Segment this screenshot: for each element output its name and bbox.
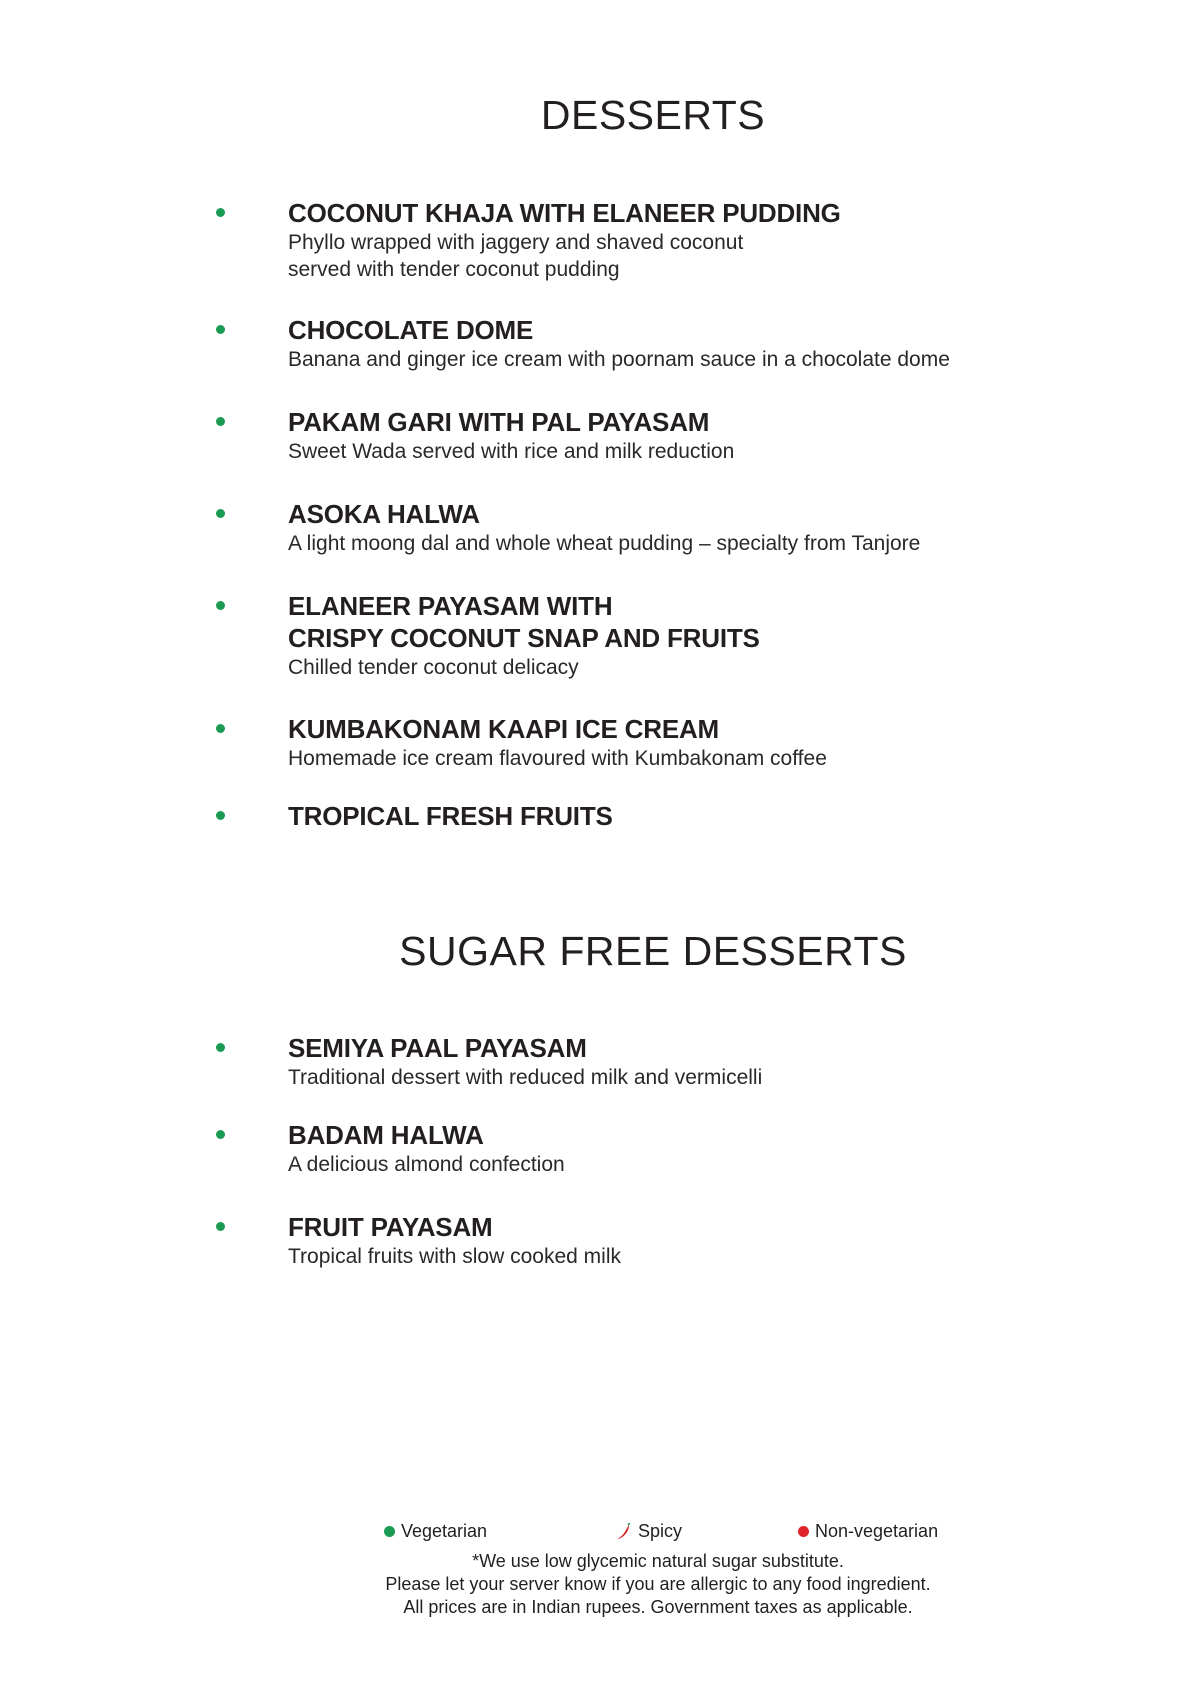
legend-label: Spicy: [638, 1521, 683, 1541]
legend-vegetarian: [384, 1521, 487, 1542]
footer-note-prices: All prices are in Indian rupees. Government taxes as applicable.: [403, 1597, 913, 1617]
vegetarian-dot-icon: [216, 601, 225, 610]
vegetarian-dot-icon: [216, 509, 225, 518]
item-name-line-1: ELANEER PAYASAM WITH: [288, 591, 613, 621]
vegetarian-dot-icon: [216, 325, 225, 334]
item-name: KUMBAKONAM KAAPI ICE CREAM: [288, 714, 720, 744]
red-dot-icon: [798, 1526, 809, 1537]
section-title-desserts: DESSERTS: [540, 92, 766, 138]
footer-notes: [0, 1550, 1188, 1619]
item-description: Phyllo wrapped with jaggery and shaved coconut: [288, 231, 744, 254]
item-description: A delicious almond confection: [288, 1153, 565, 1176]
footer-note-sugar: *We use low glycemic natural sugar substitute.: [472, 1551, 844, 1571]
legend-label: Non-vegetarian: [815, 1521, 939, 1541]
legend-label: Vegetarian: [401, 1521, 488, 1541]
vegetarian-dot-icon: [216, 1222, 225, 1231]
footer-note-allergy: Please let your server know if you are allergic to any food ingredient.: [385, 1574, 931, 1594]
item-name: COCONUT KHAJA WITH ELANEER PUDDING: [288, 198, 841, 228]
item-description: Banana and ginger ice cream with poornam sauce in a chocolate dome: [288, 348, 950, 371]
item-description: Tropical fruits with slow cooked milk: [288, 1245, 621, 1268]
vegetarian-dot-icon: [216, 1043, 225, 1052]
item-description: A light moong dal and whole wheat pudding – specialty from Tanjore: [288, 532, 921, 555]
item-description: Homemade ice cream flavoured with Kumbakonam coffee: [288, 747, 827, 770]
vegetarian-dot-icon: [216, 724, 225, 733]
item-name: ASOKA HALWA: [288, 499, 480, 529]
item-name: FRUIT PAYASAM: [288, 1212, 493, 1242]
vegetarian-dot-icon: [216, 1130, 225, 1139]
legend: [0, 1521, 1188, 1547]
item-name: CHOCOLATE DOME: [288, 315, 534, 345]
item-description: Chilled tender coconut delicacy: [288, 656, 579, 679]
vegetarian-dot-icon: [216, 208, 225, 217]
item-description: Sweet Wada served with rice and milk reduction: [288, 440, 735, 463]
item-name: TROPICAL FRESH FRUITS: [288, 801, 613, 831]
section-title-sugar-free: SUGAR FREE DESSERTS: [399, 928, 907, 974]
chili-icon: [616, 1523, 632, 1541]
legend-spicy: [616, 1521, 682, 1542]
item-name-line-2: CRISPY COCONUT SNAP AND FRUITS: [288, 623, 760, 653]
vegetarian-dot-icon: [216, 417, 225, 426]
vegetarian-dot-icon: [216, 811, 225, 820]
green-dot-icon: [384, 1526, 395, 1537]
item-name: PAKAM GARI WITH PAL PAYASAM: [288, 407, 710, 437]
legend-non-vegetarian: [798, 1521, 938, 1542]
item-name: BADAM HALWA: [288, 1120, 484, 1150]
item-description: served with tender coconut pudding: [288, 258, 620, 281]
item-description: Traditional dessert with reduced milk and vermicelli: [288, 1066, 763, 1089]
item-name: SEMIYA PAAL PAYASAM: [288, 1033, 587, 1063]
